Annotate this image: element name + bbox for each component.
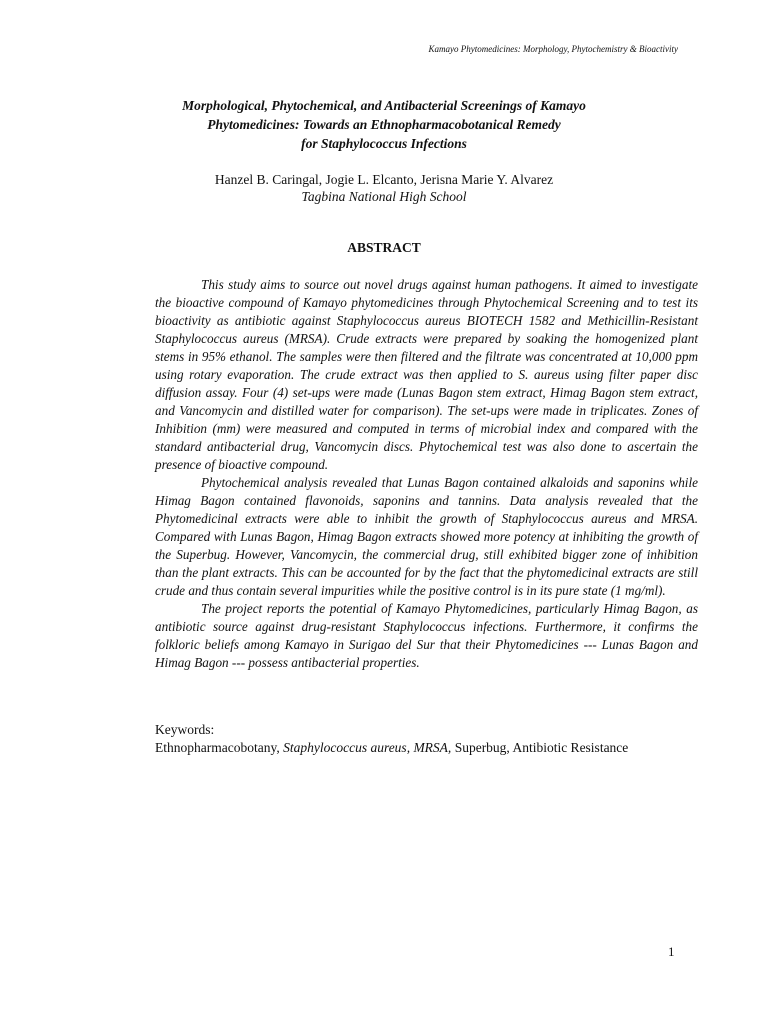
keyword-superbug-resistance: Superbug, Antibiotic Resistance bbox=[454, 740, 629, 755]
abstract-paragraph-3: The project reports the potential of Kamayo Phytomedicines, particularly Himag Bagon, as antibiotic source against drug-resistant Staphylococcus infections. Furthermore, it confirms the folkloric beliefs among Kamayo in Surigao del Sur that their Phytomedicines --- Lunas Bagon and Himag Bagon --- possess antibacterial properties. bbox=[155, 601, 698, 670]
paper-title bbox=[100, 96, 668, 153]
affiliation: Tagbina National High School bbox=[301, 189, 467, 204]
title-line-2: Phytomedicines: Towards an Ethnopharmacobotanical Remedy bbox=[207, 117, 561, 132]
keywords-list bbox=[155, 740, 715, 756]
page-number: 1 bbox=[668, 944, 675, 959]
running-header: Kamayo Phytomedicines: Morphology, Phytochemistry & Bioactivity bbox=[428, 44, 678, 54]
keyword-staphylococcus-mrsa: Staphylococcus aureus, MRSA, bbox=[283, 740, 452, 755]
title-line-3: for Staphylococcus Infections bbox=[301, 136, 467, 151]
abstract-paragraph-2: Phytochemical analysis revealed that Lunas Bagon contained alkaloids and saponins while Himag Bagon contained flavonoids, saponins and tannins. Data analysis revealed that the Phytomedicinal extracts were able to inhibit the growth of Staphylococcus aureus and MRSA. Compared with Lunas Bagon, Himag Bagon extracts showed more potency at inhibiting the growth of the Superbug. However, Vancomycin, the commercial drug, still exhibited bigger zone of inhibition than the plant extracts. This can be accounted for by the fact that the phytomedicinal extracts are still crude and thus contain several impurities while the positive control is in its pure state (1 mg/ml). bbox=[155, 475, 698, 598]
abstract-body bbox=[155, 276, 698, 672]
keywords-label: Keywords: bbox=[155, 722, 215, 737]
abstract-heading: ABSTRACT bbox=[347, 240, 421, 255]
authors: Hanzel B. Caringal, Jogie L. Elcanto, Jerisna Marie Y. Alvarez bbox=[214, 172, 554, 187]
keyword-ethnopharmacobotany: Ethnopharmacobotany, bbox=[155, 740, 280, 755]
title-line-1: Morphological, Phytochemical, and Antibacterial Screenings of Kamayo bbox=[182, 98, 586, 113]
abstract-paragraph-1: This study aims to source out novel drugs against human pathogens. It aimed to investigate the bioactive compound of Kamayo phytomedicines through Phytochemical Screening and to test its bioactivity as antibiotic against Staphylococcus aureus BIOTECH 1582 and Methicillin-Resistant Staphylococcus aureus (MRSA). Crude extracts were prepared by soaking the homogenized plant stems in 95% ethanol. The samples were then filtered and the filtrate was concentrated at 10,000 ppm using rotary evaporation. The crude extract was then applied to S. aureus using filter paper disc diffusion assay. Four (4) set-ups were made (Lunas Bagon stem extract, Himag Bagon stem extract, and Vancomycin and distilled water for comparison). The set-ups were made in triplicates. Zones of Inhibition (mm) were measured and computed in terms of microbial index and compared with the standard antibacterial drug, Vancomycin discs. Phytochemical test was also done to ascertain the presence of bioactive compound. bbox=[155, 277, 698, 472]
